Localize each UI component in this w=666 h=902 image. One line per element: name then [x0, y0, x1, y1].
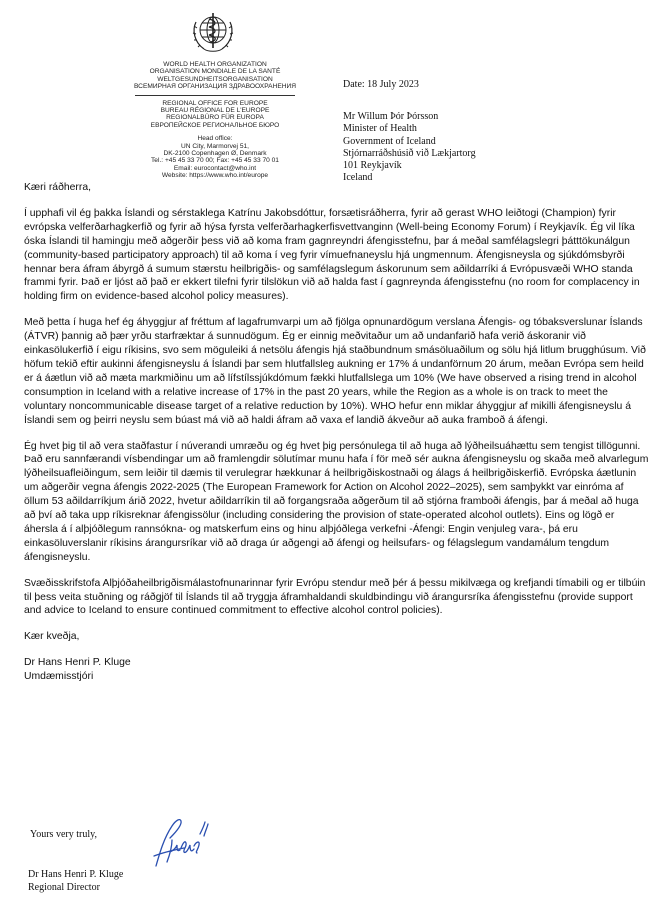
valediction: Kær kveðja,	[24, 631, 80, 643]
letterhead-address	[100, 61, 330, 180]
region-name-fr: BUREAU RÉGIONAL DE L'EUROPE	[160, 107, 270, 115]
region-name-en: REGIONAL OFFICE FOR EUROPE	[162, 99, 268, 107]
recipient-country: Iceland	[343, 172, 373, 184]
signer-title-is: Umdæmisstjóri	[24, 671, 94, 683]
org-name-en: WORLD HEALTH ORGANIZATION	[163, 61, 267, 68]
body-paragraph: Í upphafi vil ég þakka Íslandi og sérstaklega Katrínu Jakobsdóttur, forsætisráðherra, fyrir að gerast WHO leiðtogi (Champion) fyrir evrópska velferðarhagkerfið og fyrir að hýsa fyrsta velferðarhagkerfisvettvanginn (Well-being Economy Forum) í Reykjavík. Ég vil líka óska Íslandi til hamingju með aðgerðir þess við að koma fram gagnreyndri áfengisstefnu, þar á meðal samfélagslegri þátttökunálgun (community-based participatory approach) til að koma í veg fyrir vímuefnaneyslu hjá ungmennum. Áfengisneysla og sjúkdómsbyrði hennar bera áfram ábyrgð á sumum stærstu heilbrigðis- og samfélagslegum áskorunum sem aðildarríki á Evrópusvæði WHO standa frammi fyrir. Það er ljóst að það er ekkert tilefni fyrir tilslökun við að halda fast í gagnreynda áfengisstefnu (no room for complacency in holding firm on evidence-based alcohol policy measures).	[24, 207, 640, 303]
recipient-organization: Government of Iceland	[343, 135, 436, 147]
letterhead-divider	[135, 95, 295, 96]
office-phone-fax: Tel.: +45 45 33 70 00; Fax: +45 45 33 70 01	[151, 157, 279, 165]
recipient-name: Mr Willum Þór Þórsson	[343, 111, 439, 122]
region-name-de: REGIONALBÜRO FÜR EUROPA	[166, 114, 264, 122]
signer-block	[28, 869, 123, 894]
handwritten-signature	[150, 812, 210, 870]
salutation: Kæri ráðherra,	[24, 182, 91, 193]
who-emblem-logo	[188, 8, 238, 60]
recipient-address	[343, 111, 476, 185]
body-paragraph: Með þetta í huga hef ég áhyggjur af fréttum af lagafrumvarpi um að fjölga opnunardögum verslana Áfengis- og tóbaksverslunar Íslands (ÁTVR) þannig að þær yrðu starfræktar á sunnudögum. Ég er einnig meðvitaður um að undanfarið hafa verið áskoranir við einkasölukerfið í eigu ríkisins, svo sem möguleiki á netsölu áfengis hjá staðbundnum smásöluaðilum og sölu hjá litlum brugghúsum. Við höfum tekið eftir aukinni áfengisneyslu á Íslandi þar sem hlutfallsleg aukning er 17% á undanförnum 20 árum, meðan Evrópa sem heild er á áætlun við að mæta markmiðinu um að lífstílssjúkdómum fækki hlutfallslega um 10% (We have observed a rising trend in alcohol consumption in Iceland with a relative increase of 17% in the past 20 years, while the Region as a whole is on track to meet the voluntary noncommunicable disease target of a relative reduction by 10%). WHO hefur enn miklar áhyggjur af mikilli áfengisneyslu á Íslandi sem og þeirri neyslu sem búast má við að haldi áfram að vaxa ef landið ákveður að auka framboð á áfengi.	[24, 317, 646, 426]
org-name-ru: ВСЕМИРНАЯ ОРГАНИЗАЦИЯ ЗДРАВООХРАНЕНИЯ	[134, 83, 296, 91]
org-name-fr: ORGANISATION MONDIALE DE LA SANTÉ	[149, 68, 281, 76]
signer-name: Dr Hans Henri P. Kluge	[28, 869, 124, 880]
body-paragraph: Ég hvet þig til að vera staðfastur í núverandi umræðu og ég hvet þig persónulega til að huga að lýðheilsuáhættu sem tengist tillögunni. Það eru sannfærandi vísbendingar um að framlengdir sölutímar munu hafa í för með sér aukna áfengisneyslu og skaða með alvarlegum lýðheilsuafleiðingum, sem leiðir til dæmis til verulegrar hækkunar á heilbrigðiskostnaði og álags á heilbrigðiskerfið. Evrópska áætlunin um aðgerðir vegna áfengis 2022-2025 (The European Framework for Action on Alcohol 2022–2025), sem samþykkt var einróma af öllum 53 aðildarríkjum árið 2022, hvetur aðildarríkin til að forgangsraða aðgerðum til að stjórna framboði áfengis, þar á meðal að huga að því að taka upp ríkisreknar áfengissölur (including considering the provision of state-operated alcohol outlets). Eins og lögð er áhersla á í alþjóðlegum rannsókna- og matskerfum eins og hinu alþjóðlega verkefni -Áfengi: Engin venjuleg vara-, þá eru einkasöluverslanir ríkisins árangursríkar við að draga úr aðgengi að áfengi og heilsufars- og félagslegum vandamálum tengdum áfengisneyslu.	[24, 440, 649, 563]
signer-name-is: Dr Hans Henri P. Kluge	[24, 657, 131, 669]
org-name-de: WELTGESUNDHEITSORGANISATION	[157, 75, 273, 83]
signer-title: Regional Director	[28, 881, 100, 893]
letter-body	[24, 181, 649, 684]
recipient-title: Minister of Health	[343, 123, 417, 135]
recipient-city: 101 Reykjavík	[343, 160, 402, 172]
office-street: UN City, Marmorvej 51,	[180, 142, 250, 150]
region-name-ru: ЕВРОПЕЙСКОЕ РЕГИОНАЛЬНОЕ БЮРО	[150, 121, 280, 129]
letter-date: Date: 18 July 2023	[343, 79, 419, 90]
icelandic-signature-block	[24, 656, 649, 684]
office-city: DK-2100 Copenhagen Ø, Denmark	[163, 150, 267, 158]
office-email: Email: eurocontact@who.int	[173, 164, 257, 172]
closing-phrase: Yours very truly,	[30, 829, 97, 840]
office-heading: Head office:	[197, 135, 233, 143]
body-paragraph: Svæðisskrifstofa Alþjóðaheilbrigðismálastofnunarinnar fyrir Evrópu stendur með þér á þessu mikilvæga og krefjandi tímabili og er tilbúin til þess veita stuðning og ráðgjöf til Íslands til að tryggja áframhaldandi skuldbindingu við árangursríka áfengisstefnu (provide support and advice to Iceland to ensure continued commitment to effective alcohol control policies).	[24, 577, 646, 617]
office-website: Website: https://www.who.int/europe	[161, 172, 269, 180]
recipient-street: Stjórnarráðshúsið við Lækjartorg	[343, 147, 476, 159]
